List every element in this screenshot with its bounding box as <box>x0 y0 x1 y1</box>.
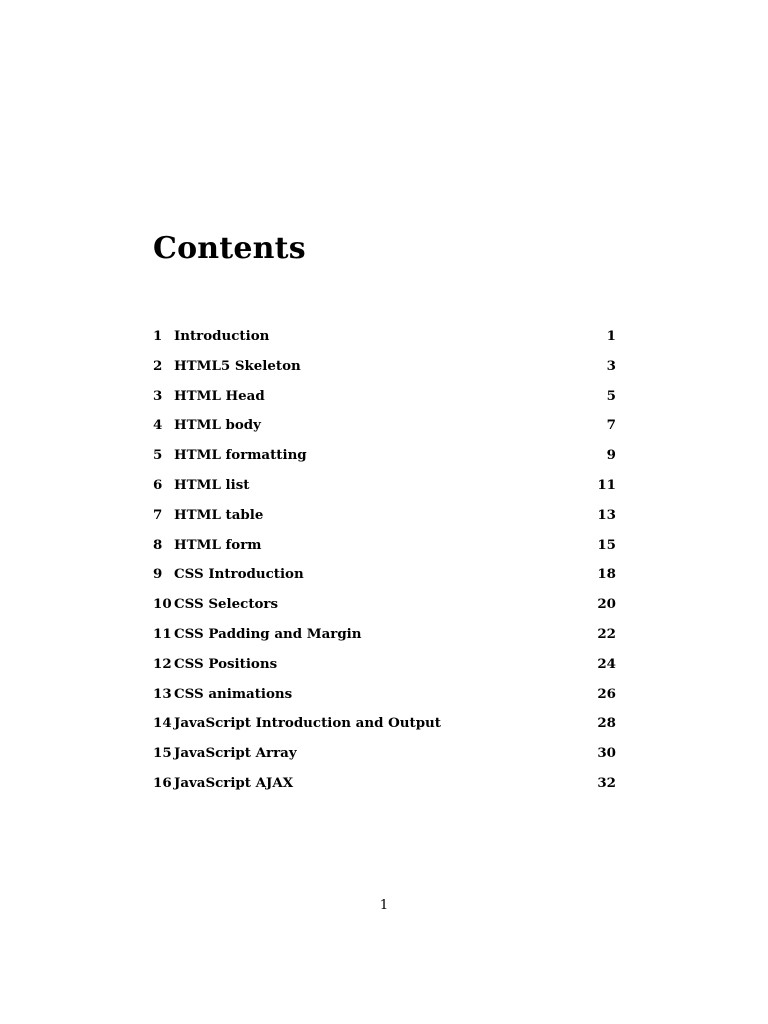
toc-entry-page[interactable]: 11 <box>597 476 616 493</box>
toc-entry-title[interactable]: Introduction <box>174 328 270 344</box>
toc-entry-title[interactable]: CSS animations <box>174 685 293 702</box>
toc-entry-title[interactable]: HTML form <box>174 536 262 553</box>
toc-entry-number: 1 <box>153 328 163 344</box>
toc-entry-page[interactable]: 13 <box>597 506 616 523</box>
toc-entry-page[interactable]: 28 <box>597 715 616 732</box>
toc-entry-number: 9 <box>153 566 163 583</box>
toc-entry-title[interactable]: JavaScript Introduction and Output <box>174 715 441 732</box>
toc-entry-page[interactable]: 3 <box>606 357 616 374</box>
toc-entry[interactable] <box>153 326 616 356</box>
toc-entry-number: 2 <box>153 357 163 374</box>
toc-entry[interactable] <box>153 445 616 475</box>
toc-entry[interactable] <box>153 356 616 386</box>
toc-entry-number: 10 <box>153 596 172 613</box>
toc-entry-number: 15 <box>153 745 172 762</box>
toc-entry[interactable] <box>153 773 616 803</box>
toc-entry[interactable] <box>153 505 616 535</box>
toc-entry-title[interactable]: JavaScript AJAX <box>174 774 294 791</box>
toc-entry-title[interactable]: HTML5 Skeleton <box>174 357 301 374</box>
toc-entry-page[interactable]: 18 <box>597 566 616 583</box>
toc-entry-title[interactable]: CSS Padding and Margin <box>174 625 362 642</box>
toc-entry-number: 11 <box>153 625 172 642</box>
toc-entry[interactable] <box>153 475 616 505</box>
toc-entry-title[interactable]: CSS Introduction <box>174 566 304 583</box>
toc-entry-title[interactable]: HTML list <box>174 476 250 493</box>
toc-entry[interactable] <box>153 713 616 743</box>
toc-entry-page[interactable]: 32 <box>597 774 616 791</box>
toc-entry-number: 8 <box>153 536 163 553</box>
toc-entry-title[interactable]: CSS Selectors <box>174 596 279 613</box>
toc-entry-page[interactable]: 1 <box>606 328 616 344</box>
toc-entry-number: 16 <box>153 774 172 791</box>
toc-entry-title[interactable]: JavaScript Array <box>174 745 297 762</box>
toc-entry-number: 6 <box>153 476 163 493</box>
toc-entry-page[interactable]: 5 <box>606 387 616 404</box>
toc-entry-page[interactable]: 20 <box>597 596 616 613</box>
toc-entry-number: 14 <box>153 715 172 732</box>
toc-entry[interactable] <box>153 564 616 594</box>
toc-entry-page[interactable]: 30 <box>597 745 616 762</box>
toc-entry-page[interactable]: 24 <box>597 655 616 672</box>
toc-entry-title[interactable]: HTML body <box>174 417 261 434</box>
toc-entry-page[interactable]: 22 <box>597 625 616 642</box>
toc-entry-title[interactable]: HTML table <box>174 506 264 523</box>
page-number: 1 <box>379 898 389 913</box>
toc-entry-number: 3 <box>153 387 163 404</box>
toc-entry[interactable] <box>153 535 616 565</box>
toc-entry-number: 7 <box>153 506 163 523</box>
toc-entry-page[interactable]: 26 <box>597 685 616 702</box>
toc-entry[interactable] <box>153 594 616 624</box>
toc-entry-page[interactable]: 9 <box>606 447 616 464</box>
toc-entry[interactable] <box>153 684 616 714</box>
toc-entry[interactable] <box>153 386 616 416</box>
toc-entry[interactable] <box>153 743 616 773</box>
toc-entry[interactable] <box>153 415 616 445</box>
toc-entry-number: 12 <box>153 655 172 672</box>
toc-entry-title[interactable]: CSS Positions <box>174 655 278 672</box>
toc-entry-number: 13 <box>153 685 172 702</box>
toc-entry-page[interactable]: 7 <box>606 417 616 434</box>
toc-entry-title[interactable]: HTML Head <box>174 387 265 404</box>
toc-entry[interactable] <box>153 654 616 684</box>
toc-entry[interactable] <box>153 624 616 654</box>
page-title: Contents <box>153 231 306 266</box>
table-of-contents <box>153 326 616 803</box>
toc-entry-page[interactable]: 15 <box>597 536 616 553</box>
toc-entry-number: 4 <box>153 417 163 434</box>
toc-entry-number: 5 <box>153 447 163 464</box>
toc-entry-title[interactable]: HTML formatting <box>174 447 307 464</box>
